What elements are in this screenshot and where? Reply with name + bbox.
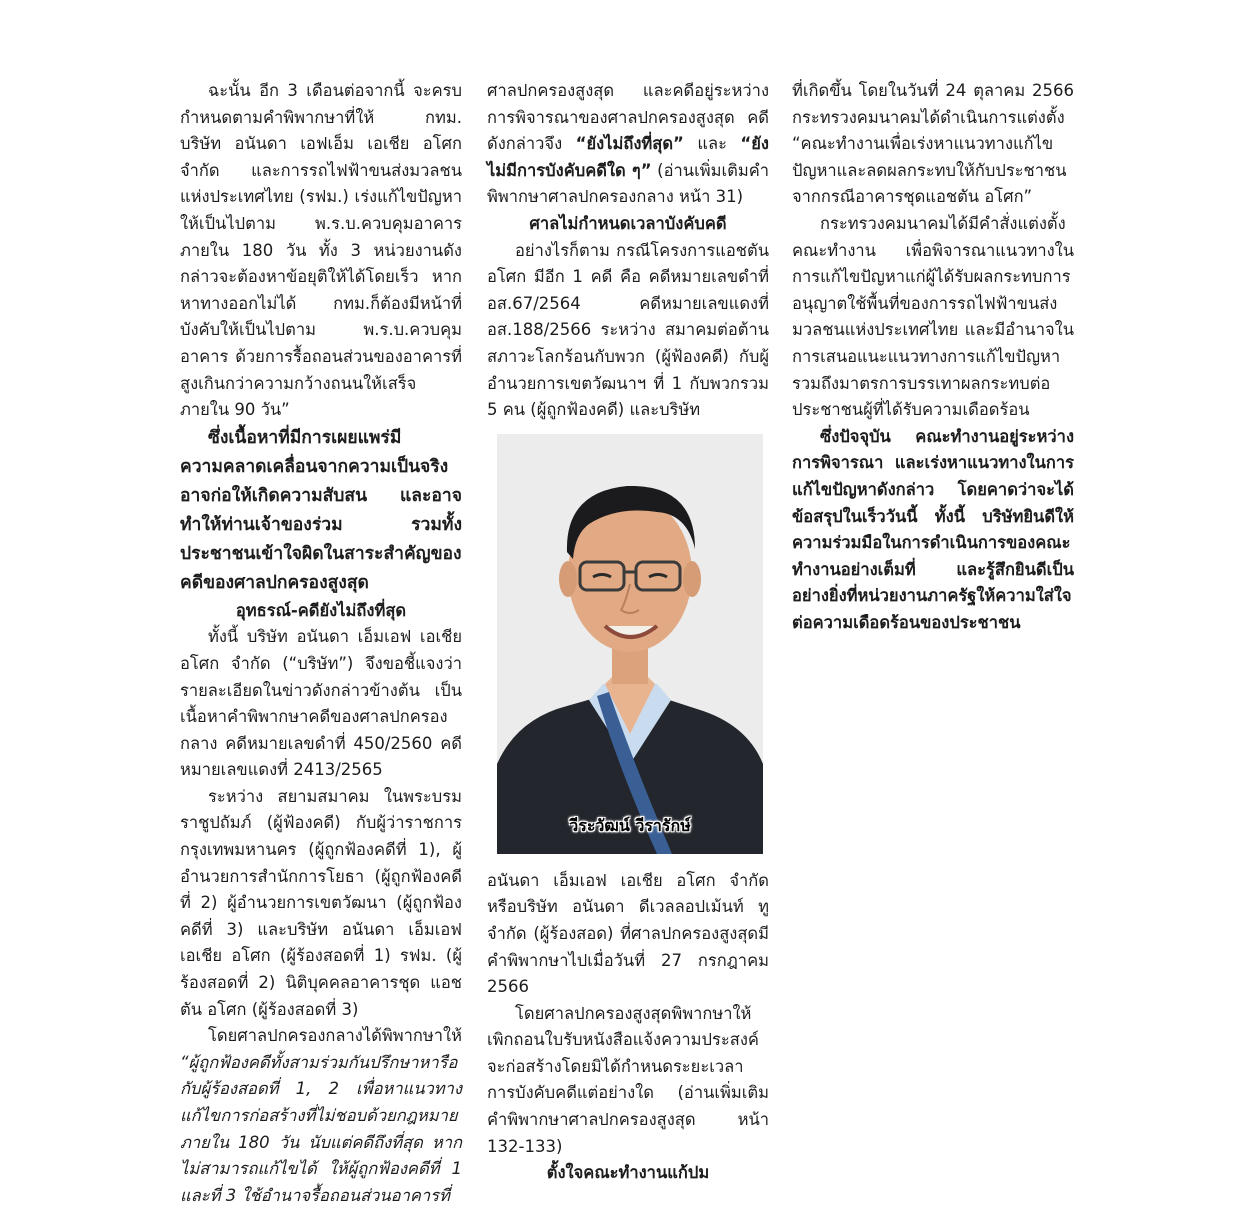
section-heading: อุทธรณ์-คดียังไม่ถึงที่สุด bbox=[235, 600, 407, 620]
paragraph: อย่างไรก็ตาม กรณีโครงการแอชตัน อโศก มีอีก 1 คดี คือ คดีหมายเลขดำที่ อส.67/2564 คดีหมายเลขแดงที่ อส.188/2566 ระหว่าง สมาคมต่อต้านสภาวะโลกร้อนกับพวก (ผู้ฟ้องคดี) กับผู้อำนวยการเขตวัฒนาฯ ที่ 1 กับพวกรวม 5 คน (ผู้ถูกฟ้องคดี) และบริษัท bbox=[487, 240, 769, 420]
paragraph-text: และ bbox=[683, 134, 741, 154]
paragraph bbox=[180, 1023, 462, 1209]
bold-quote: “ยังไม่ถึงที่สุด” bbox=[575, 134, 684, 154]
paragraph: โดยศาลปกครองสูงสุดพิพากษาให้เพิกถอนใบรับหนังสือแจ้งความประสงค์จะก่อสร้างโดยมิได้กำหนดระยะเวลาการบังคับคดีแต่อย่างใด (อ่านเพิ่มเติมคำพิพากษาศาลปกครองสูงสุด หน้า 132-133) bbox=[487, 1003, 769, 1156]
paragraph: ระหว่าง สยามสมาคม ในพระบรมราชูปถัมภ์ (ผู้ฟ้องคดี) กับผู้ว่าราชการกรุงเทพมหานคร (ผู้ถูกฟ้องคดีที่ 1), ผู้อำนวยการสำนักการโยธา (ผู้ถูกฟ้องคดีที่ 2) ผู้อำนวยการเขตวัฒนา (ผู้ถูกฟ้องคดีที่ 3) และบริษัท อนันดา เอ็มเอฟ เอเชีย อโศก (ผู้ร้องสอดที่ 1) รฟม. (ผู้ร้องสอดที่ 2) นิติบุคคลอาคารชุด แอชตัน อโศก (ผู้ร้องสอดที่ 3) bbox=[180, 786, 462, 1019]
paragraph-text: ศาลปกครองสูงสุด และคดีอยู่ระหว่างการพิจารณาของศาลปกครองสูงสุด คดีดังกล่าวจึง bbox=[487, 81, 769, 154]
section-heading: ตั้งใจคณะทำงานแก้ปม bbox=[546, 1163, 710, 1183]
article-column-2 bbox=[487, 78, 769, 1187]
article-column-1 bbox=[180, 78, 462, 1209]
paragraph: ทั้งนี้ บริษัท อนันดา เอ็มเอฟ เอเชีย อโศก จำกัด (“บริษัท”) จึงขอชี้แจงว่า รายละเอียดในข่าวดังกล่าวข้างต้น เป็นเนื้อหาคำพิพากษาคดีของศาลปกครองกลาง คดีหมายเลขดำที่ 450/2560 คดีหมายเลขแดงที่ 2413/2565 bbox=[180, 627, 462, 780]
paragraph bbox=[487, 78, 769, 211]
bold-closing-paragraph: ซึ่งปัจจุบัน คณะทำงานอยู่ระหว่างการพิจารณา และเร่งหาแนวทางในการแก้ไขปัญหาดังกล่าว โดยคาดว่าจะได้ข้อสรุปในเร็ววันนี้ ทั้งนี้ บริษัทยินดีให้ความร่วมมือในการดำเนินการของคณะทำงานอย่างเต็มที่ และรู้สึกยินดีเป็นอย่างยิ่งที่หน่วยงานภาครัฐให้ความใส่ใจต่อความเดือดร้อนของประชาชน bbox=[792, 426, 1074, 632]
paragraph-text: โดยศาลปกครองกลางได้พิพากษาให้ bbox=[208, 1026, 462, 1046]
paragraph: ที่เกิดขึ้น โดยในวันที่ 24 ตุลาคม 2566 กระทรวงคมนาคมได้ดำเนินการแต่งตั้ง “คณะทำงานเพื่อเร่งหาแนวทางแก้ไขปัญหาและลดผลกระทบให้กับประชาชนจากกรณีอาคารชุดแอชตัน อโศก” bbox=[792, 81, 1074, 207]
portrait-illustration bbox=[497, 434, 763, 854]
section-heading: ศาลไม่กำหนดเวลาบังคับคดี bbox=[529, 213, 727, 233]
italic-quote: “ผู้ถูกฟ้องคดีทั้งสามร่วมกันปรึกษาหารือกับผู้ร้องสอดที่ 1, 2 เพื่อหาแนวทางแก้ไขการก่อสร้างที่ไม่ชอบด้วยกฎหมาย ภายใน 180 วัน นับแต่คดีถึงที่สุด หากไม่สามารถแก้ไขได้ ให้ผู้ถูกฟ้องคดีที่ 1 และที่ 3 ใช้อำนาจรื้อถอนส่วนอาคารที่ bbox=[180, 1052, 462, 1205]
bold-lead-paragraph: ซึ่งเนื้อหาที่มีการเผยแพร่มีความคลาดเคลื่อนจากความเป็นจริง อาจก่อให้เกิดความสับสน และอาจทำให้ท่านเจ้าของร่วม รวมทั้งประชาชนเข้าใจผิดในสาระสำคัญของคดีของศาลปกครองสูงสุด bbox=[180, 427, 462, 593]
portrait-photo bbox=[497, 434, 763, 854]
article-column-3 bbox=[792, 78, 1074, 636]
paragraph: ฉะนั้น อีก 3 เดือนต่อจากนี้ จะครบกำหนดตามคำพิพากษาที่ให้ กทม. บริษัท อนันดา เอฟเอ็ม เอเชีย อโศก จำกัด และการรถไฟฟ้าขนส่งมวลชนแห่งประเทศไทย (รฟม.) เร่งแก้ไขปัญหาให้เป็นไปตาม พ.ร.บ.ควบคุมอาคาร ภายใน 180 วัน ทั้ง 3 หน่วยงานดังกล่าวจะต้องหาข้อยุติให้ได้โดยเร็ว หากหาทางออกไม่ได้ กทม.ก็ต้องมีหน้าที่บังคับให้เป็นไปตาม พ.ร.บ.ควบคุมอาคาร ด้วยการรื้อถอนส่วนของอาคารที่สูงเกินกว่าความกว้างถนนให้เสร็จภายใน 90 วัน” bbox=[180, 81, 462, 420]
bold-quote: “ยังไม่มีการบังคับคดีใด ๆ” bbox=[487, 134, 769, 180]
paragraph: กระทรวงคมนาคมได้มีคำสั่งแต่งตั้งคณะทำงาน เพื่อพิจารณาแนวทางในการแก้ไขปัญหาแก่ผู้ได้รับผลกระทบการอนุญาตใช้พื้นที่ของการรถไฟฟ้าขนส่งมวลชนแห่งประเทศไทย และมีอำนาจในการเสนอแนะแนวทางการแก้ไขปัญหา รวมถึงมาตรการบรรเทาผลกระทบต่อประชาชนผู้ที่ได้รับความเดือดร้อน bbox=[792, 213, 1074, 420]
photo-caption: วีระวัฒน์ วีรารักษ์ bbox=[569, 816, 691, 836]
paragraph: อนันดา เอ็มเอฟ เอเชีย อโศก จำกัด หรือบริษัท อนันดา ดีเวลลอปเม้นท์ ทู จำกัด (ผู้ร้องสอด) ที่ศาลปกครองสูงสุดมีคำพิพากษาไปเมื่อวันที่ 27 กรกฎาคม 2566 bbox=[487, 870, 769, 997]
paragraph-text: (อ่านเพิ่มเติมคำพิพากษาศาลปกครองกลาง หน้า 31) bbox=[487, 160, 769, 207]
